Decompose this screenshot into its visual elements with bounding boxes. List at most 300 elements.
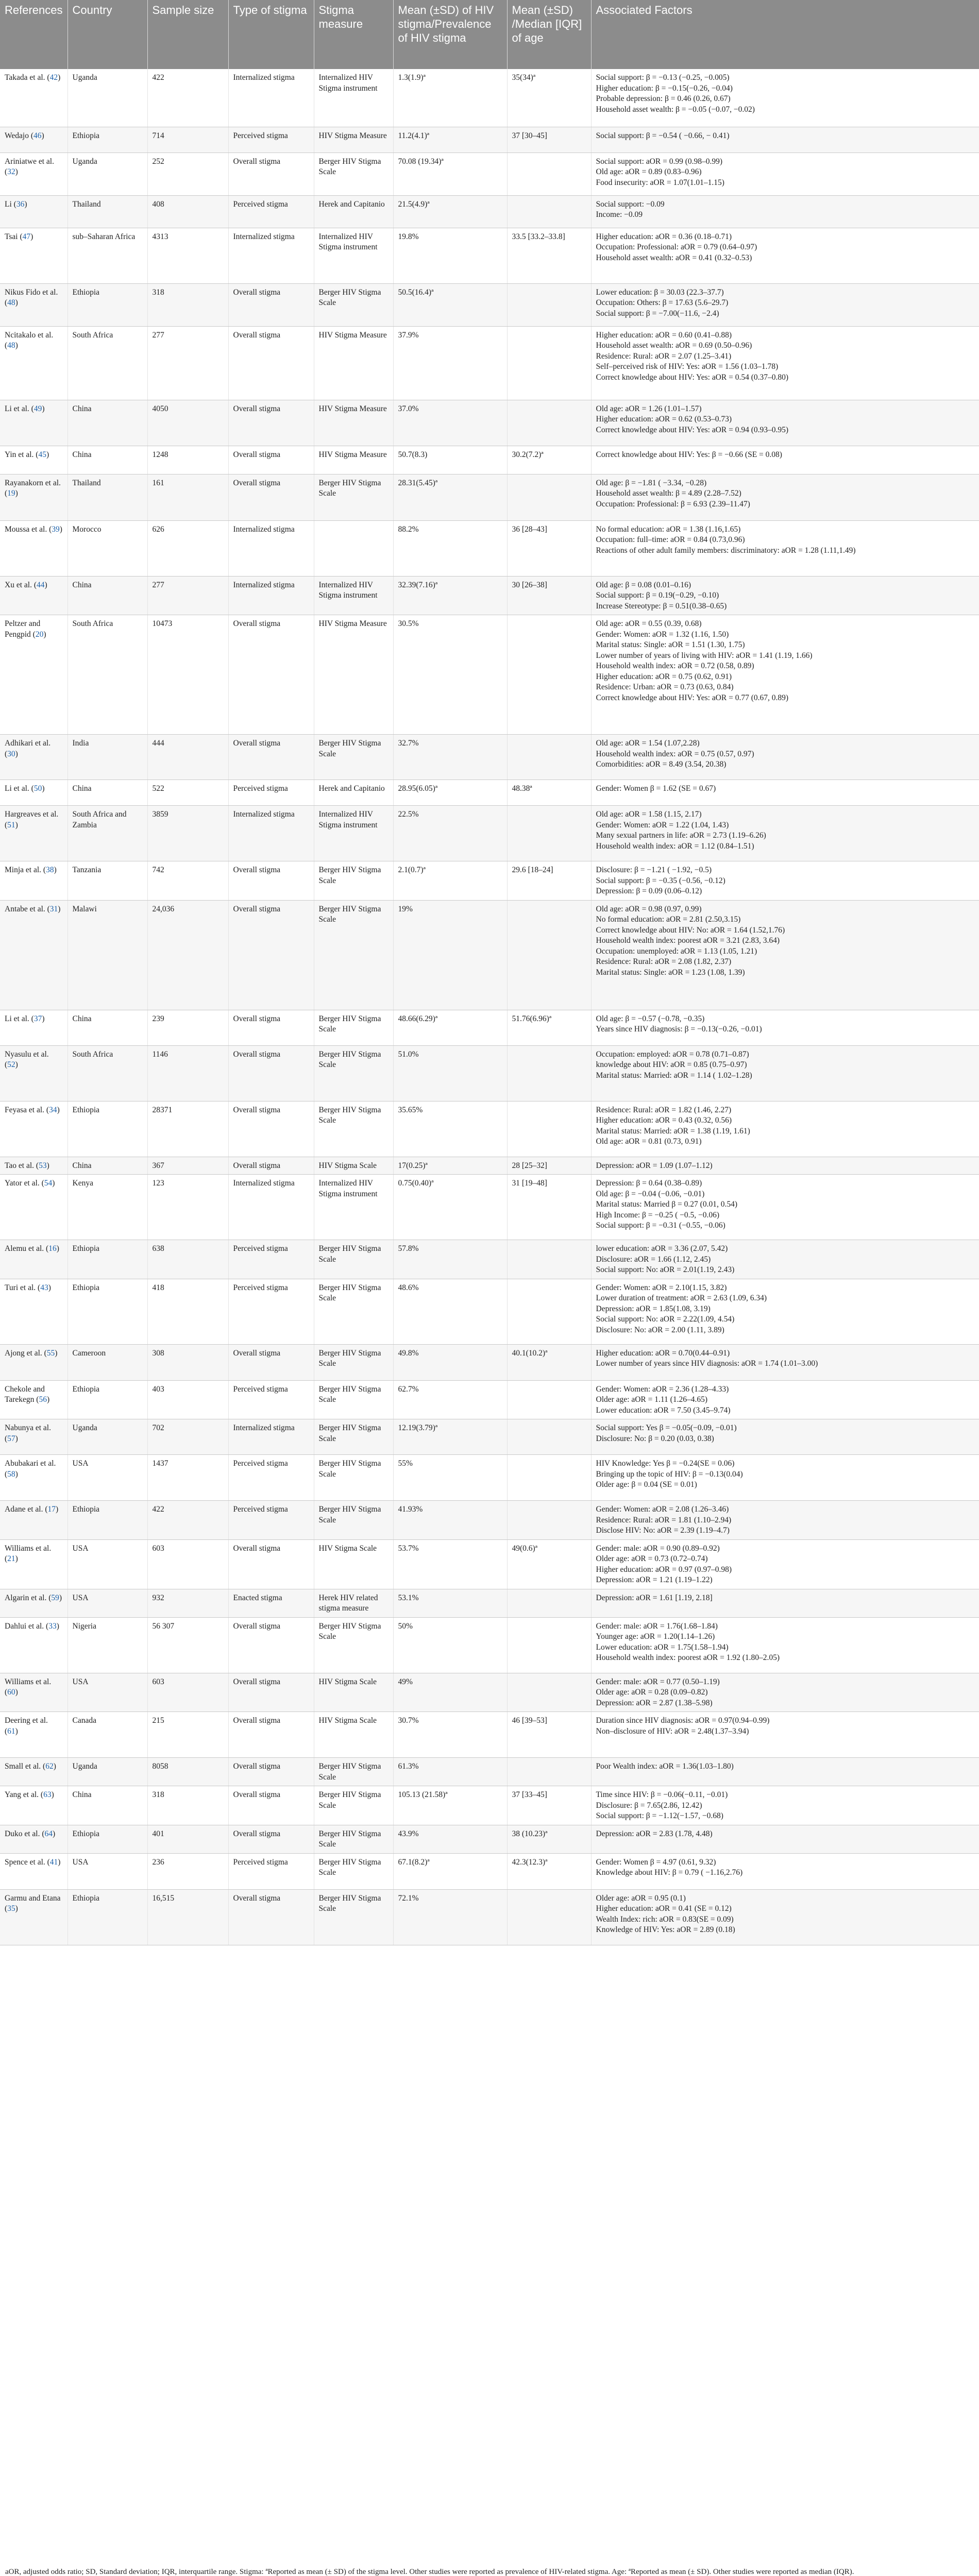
country-text: sub–Saharan Africa [72,232,136,241]
associated-factors-cell [591,69,979,127]
citation-link[interactable]: 61 [7,1726,15,1736]
citation-link[interactable]: 42 [49,73,58,82]
reference-text[interactable]: Takada et al. (42) [5,73,61,82]
reference-text[interactable]: Williams et al. (60) [5,1677,52,1697]
stigma-type-text: Enacted stigma [233,1593,282,1602]
sample-size-cell [147,326,228,400]
associated-factors-text: Food insecurity: aOR = 1.07(1.01–1.15) [596,178,724,187]
associated-factors-text: Higher education: β = −0.15(−0.26, −0.04) [596,83,733,93]
reference-text[interactable]: Ariniatwe et al. (32) [5,157,54,176]
stigma-mean-text: 49.8% [398,1348,419,1358]
country-text: Ethiopia [72,1283,100,1292]
country-cell [67,1380,147,1419]
stigma-mean-text: 37.9% [398,330,419,340]
sample-size-cell [147,1758,228,1786]
sample-size-text: 4050 [152,404,168,413]
associated-factors-text: Marital status: Married β = 0.27 (0.01, 0.54) [596,1200,737,1209]
reference-cell [0,69,67,127]
reference-text[interactable]: Ajong et al. (55) [5,1348,58,1358]
citation-link[interactable]: 46 [33,131,42,140]
sample-size-cell [147,446,228,474]
stigma-measure-text: HIV Stigma Measure [318,330,387,340]
associated-factors-text: Many sexual partners in life: aOR = 2.73 (1.19–6.26) [596,831,766,840]
stigma-measure-cell [314,1786,393,1825]
country-cell [67,1240,147,1279]
citation-link[interactable]: 35 [7,1904,15,1913]
reference-text[interactable]: Yang et al. (63) [5,1790,54,1799]
age-cell [507,1825,591,1853]
reference-text[interactable]: Algarin et al. (59) [5,1593,62,1602]
reference-cell [0,283,67,326]
reference-text[interactable]: Moussa et al. (39) [5,524,62,534]
associated-factors-text: Old age: aOR = 0.89 (0.83–0.96) [596,167,702,176]
associated-factors-text: No formal education: aOR = 2.81 (2.50,3.15) [596,915,741,924]
citation-link[interactable]: 32 [7,167,15,176]
stigma-measure-cell [314,69,393,127]
citation-link[interactable]: 37 [33,1014,42,1023]
associated-factors-text: Old age: β = −0.57 (−0.78, −0.35) [596,1014,705,1023]
associated-factors-text: Marital status: Married: aOR = 1.14 ( 1.02–1.28) [596,1071,752,1080]
associated-factors-text: Older age: aOR = 0.28 (0.09–0.82) [596,1688,708,1697]
stigma-measure-text: Berger HIV Stigma Scale [318,1829,381,1849]
stigma-type-cell [228,900,314,1010]
stigma-type-cell [228,228,314,283]
associated-factors-text: Household asset wealth: aOR = 0.69 (0.50–0.96) [596,341,752,350]
stigma-mean-text: 67.1(8.2)ª [398,1857,430,1867]
stigma-measure-cell [314,1455,393,1501]
sample-size-cell [147,1344,228,1380]
reference-text[interactable]: Li et al. (37) [5,1014,45,1023]
stigma-measure-text: Internalized HIV Stigma instrument [318,232,378,251]
stigma-type-text: Overall stigma [233,330,281,340]
country-text: Malawi [72,904,97,913]
stigma-measure-text: Berger HIV Stigma Scale [318,478,381,498]
country-cell [67,1889,147,1945]
stigma-type-text: Overall stigma [233,1893,281,1903]
citation-link[interactable]: 48 [7,341,15,350]
reference-text[interactable]: Antabe et al. (31) [5,904,61,913]
stigma-type-cell [228,1758,314,1786]
reference-text[interactable]: Abubakari et al. (58) [5,1459,56,1479]
stigma-measure-cell [314,1825,393,1853]
reference-text[interactable]: Garmu and Etana (35) [5,1893,61,1913]
associated-factors-text: Residence: Rural: aOR = 1.81 (1.10–2.94) [596,1515,732,1524]
associated-factors-text: Disclosure: β = −1.21 ( −1.92, −0.5) [596,866,712,874]
associated-factors-text: Household asset wealth: β = −0.05 (−0.07, −0.02) [596,105,755,114]
reference-text[interactable]: Minja et al. (38) [5,866,57,874]
citation-link[interactable]: 17 [47,1505,56,1514]
age-cell [507,1101,591,1157]
country-cell [67,283,147,326]
associated-factors-text: Higher education: aOR = 0.75 (0.62, 0.91) [596,672,732,681]
reference-text[interactable]: Adhikari et al. (30) [5,739,51,758]
reference-cell [0,1419,67,1455]
age-cell [507,520,591,576]
age-cell [507,1589,591,1617]
stigma-measure-text: Berger HIV Stigma Scale [318,1423,381,1443]
citation-link[interactable]: 45 [38,450,46,459]
citation-link[interactable]: 44 [36,580,45,589]
sample-size-cell [147,1501,228,1540]
country-cell [67,474,147,520]
reference-text[interactable]: Dahlui et al. (33) [5,1621,59,1631]
reference-text[interactable]: Ncitakalo et al. (48) [5,330,54,350]
age-cell [507,861,591,901]
associated-factors-text: Younger age: aOR = 1.20(1.14–1.26) [596,1632,715,1641]
age-cell [507,326,591,400]
table-row [0,1825,979,1853]
associated-factors-text: Residence: Urban: aOR = 0.73 (0.63, 0.84) [596,683,734,691]
reference-text[interactable]: Feyasa et al. (34) [5,1105,60,1114]
table-row [0,1758,979,1786]
reference-cell [0,1101,67,1157]
stigma-type-text: Perceived stigma [233,784,288,793]
associated-factors-text: Social support: β = −0.54 ( −0.66, − 0.41) [596,131,730,140]
table-body [0,69,979,1945]
reference-text[interactable]: Adane et al. (17) [5,1505,59,1514]
citation-link[interactable]: 49 [33,404,42,413]
associated-factors-text: Social support: −0.09 [596,199,665,209]
associated-factors-text: Gender: Women: aOR = 1.32 (1.16, 1.50) [596,630,729,639]
stigma-mean-text: 88.2% [398,524,419,534]
associated-factors-text: Household wealth index: poorest aOR = 3.21 (2.83, 3.64) [596,936,780,945]
reference-text[interactable]: Wedajo (46) [5,131,44,140]
stigma-type-cell [228,326,314,400]
citation-link[interactable]: 52 [7,1060,15,1069]
citation-link[interactable]: 54 [44,1179,53,1188]
country-text: Morocco [72,524,102,534]
age-cell [507,69,591,127]
stigma-type-text: Internalized stigma [233,810,295,819]
citation-link[interactable]: 64 [44,1829,53,1838]
header-references: References [0,0,67,69]
table-row [0,806,979,861]
table-row [0,195,979,228]
stigma-type-text: Perceived stigma [233,1244,288,1253]
citation-link[interactable]: 62 [45,1762,54,1771]
age-text: 29.6 [18–24] [512,866,553,874]
table-row [0,127,979,152]
citation-link[interactable]: 47 [22,232,31,241]
reference-text[interactable]: Duko et al. (64) [5,1829,56,1838]
associated-factors-text: Higher education: aOR = 0.60 (0.41–0.88) [596,330,732,340]
associated-factors-text: Bringing up the topic of HIV: β = −0.13(0.04) [596,1469,743,1479]
associated-factors-cell [591,1455,979,1501]
stigma-mean-cell [393,1617,507,1673]
reference-cell [0,400,67,446]
stigma-measure-text: Berger HIV Stigma Scale [318,287,381,307]
stigma-measure-text: HIV Stigma Scale [318,1161,377,1170]
stigma-mean-text: 37.0% [398,404,419,413]
citation-link[interactable]: 60 [7,1688,15,1697]
citation-link[interactable]: 53 [39,1161,47,1170]
reference-text[interactable]: Alemu et al. (16) [5,1244,59,1253]
associated-factors-text: Occupation: full–time: aOR = 0.84 (0.73,0.96) [596,535,745,544]
citation-link[interactable]: 33 [48,1621,57,1631]
citation-link[interactable]: 50 [33,784,42,793]
stigma-type-cell [228,1617,314,1673]
associated-factors-cell [591,735,979,780]
stigma-measure-cell [314,1539,393,1589]
table-row [0,1419,979,1455]
stigma-type-cell [228,861,314,901]
stigma-type-cell [228,1175,314,1240]
associated-factors-text: Gender: Women β = 4.97 (0.61, 9.32) [596,1857,716,1867]
sample-size-text: 318 [152,287,164,297]
age-cell [507,900,591,1010]
age-cell [507,1673,591,1712]
country-cell [67,1010,147,1045]
reference-cell [0,1758,67,1786]
stigma-mean-cell [393,1175,507,1240]
age-text: 35(34)ª [512,73,536,82]
stigma-measure-text: Berger HIV Stigma Scale [318,1459,381,1479]
table-row [0,1010,979,1045]
associated-factors-text: Disclosure: aOR = 1.66 (1.12, 2.45) [596,1255,711,1264]
reference-cell [0,1712,67,1758]
country-cell [67,152,147,195]
stigma-measure-cell [314,1101,393,1157]
table-row [0,1175,979,1240]
stigma-type-text: Overall stigma [233,287,281,297]
reference-text[interactable]: Yator et al. (54) [5,1179,55,1188]
citation-link[interactable]: 39 [52,524,60,534]
age-cell [507,283,591,326]
sample-size-text: 418 [152,1283,164,1292]
stigma-measure-text: Berger HIV Stigma Scale [318,157,381,176]
stigma-type-cell [228,446,314,474]
stigma-mean-cell [393,1344,507,1380]
reference-text[interactable]: Tao et al. (53) [5,1161,49,1170]
stigma-mean-cell [393,1786,507,1825]
age-cell [507,195,591,228]
stigma-mean-cell [393,780,507,806]
reference-text[interactable]: Li et al. (49) [5,404,45,413]
stigma-measure-cell [314,1617,393,1673]
sample-size-cell [147,861,228,901]
country-text: China [72,404,92,413]
table-row [0,1045,979,1101]
age-text: 30.2(7.2)ª [512,450,544,459]
reference-text[interactable]: Li et al. (50) [5,784,45,793]
reference-cell [0,615,67,735]
reference-text[interactable]: Hargreaves et al. (51) [5,810,59,829]
reference-text[interactable]: Turi et al. (43) [5,1283,51,1292]
country-text: South Africa [72,1049,113,1059]
stigma-measure-cell [314,1380,393,1419]
stigma-measure-cell [314,1712,393,1758]
associated-factors-text: Correct knowledge about HIV: No: aOR = 1.64 (1.52,1.76) [596,925,785,935]
citation-link[interactable]: 58 [7,1469,15,1479]
citation-link[interactable]: 38 [46,866,54,874]
stigma-mean-cell [393,520,507,576]
stigma-measure-text: HIV Stigma Measure [318,619,387,628]
reference-text[interactable]: Yin et al. (45) [5,450,49,459]
stigma-measure-text: Internalized HIV Stigma instrument [318,73,378,93]
stigma-type-text: Internalized stigma [233,1423,295,1432]
stigma-measure-text: Internalized HIV Stigma instrument [318,1179,378,1198]
associated-factors-text: Depression: aOR = 1.61 [1.19, 2.18] [596,1593,713,1602]
reference-text[interactable]: Spence et al. (41) [5,1857,61,1867]
stigma-mean-cell [393,446,507,474]
reference-cell [0,1344,67,1380]
reference-text[interactable]: Tsai (47) [5,232,33,241]
country-text: Uganda [72,73,97,82]
sample-size-cell [147,1539,228,1589]
citation-link[interactable]: 21 [7,1554,15,1563]
country-cell [67,1589,147,1617]
stigma-mean-cell [393,861,507,901]
associated-factors-cell [591,326,979,400]
reference-cell [0,780,67,806]
sample-size-text: 10473 [152,619,173,628]
associated-factors-cell [591,576,979,615]
reference-text[interactable]: Deering et al. (61) [5,1716,48,1736]
stigma-type-cell [228,1010,314,1045]
stigma-type-cell [228,195,314,228]
citation-link[interactable]: 36 [16,199,25,209]
sample-size-cell [147,474,228,520]
associated-factors-text: Occupation: Professional: aOR = 0.79 (0.64–0.97) [596,243,757,251]
sample-size-cell [147,520,228,576]
country-cell [67,446,147,474]
citation-link[interactable]: 43 [40,1283,48,1292]
stigma-type-cell [228,1786,314,1825]
country-cell [67,127,147,152]
sample-size-text: 277 [152,330,164,340]
age-text: 33.5 [33.2–33.8] [512,232,565,241]
stigma-mean-cell [393,283,507,326]
associated-factors-text: No formal education: aOR = 1.38 (1.16,1.65) [596,524,741,534]
sample-size-cell [147,900,228,1010]
table-row [0,520,979,576]
reference-text[interactable]: Williams et al. (21) [5,1544,52,1563]
table-row [0,1853,979,1889]
stigma-type-cell [228,1853,314,1889]
reference-text[interactable]: Xu et al. (44) [5,580,47,589]
stigma-mean-cell [393,1010,507,1045]
age-cell [507,1279,591,1344]
stigma-measure-text: Herek HIV related stigma measure [318,1593,378,1613]
associated-factors-cell [591,806,979,861]
stigma-measure-cell [314,474,393,520]
stigma-type-text: Overall stigma [233,1161,281,1170]
country-text: China [72,580,92,589]
citation-link[interactable]: 51 [7,820,15,829]
country-text: USA [72,1677,89,1686]
stigma-type-text: Internalized stigma [233,73,295,82]
associated-factors-text: Disclose HIV: No: aOR = 2.39 (1.19–4.7) [596,1526,730,1535]
associated-factors-text: Disclosure: No: β = 0.20 (0.03, 0.38) [596,1434,714,1443]
citation-link[interactable]: 31 [49,904,58,913]
reference-cell [0,1175,67,1240]
citation-link[interactable]: 20 [35,630,44,639]
sample-size-cell [147,780,228,806]
stigma-measure-text: Herek and Capitanio [318,784,385,793]
country-text: USA [72,1459,89,1468]
reference-text[interactable]: Nikus Fido et al. (48) [5,287,58,307]
associated-factors-text: Social support: β = −0.13 (−0.25, −0.005) [596,73,730,82]
associated-factors-text: Household wealth index: aOR = 0.72 (0.58, 0.89) [596,662,754,670]
stigma-mean-cell [393,1101,507,1157]
country-text: China [72,1161,92,1170]
stigma-mean-cell [393,195,507,228]
stigma-mean-text: 19.8% [398,232,419,241]
reference-text[interactable]: Peltzer and Pengpid (20) [5,619,46,639]
stigma-type-text: Overall stigma [233,1621,281,1631]
sample-size-text: 16,515 [152,1893,175,1903]
table-row [0,735,979,780]
country-cell [67,195,147,228]
associated-factors-cell [591,780,979,806]
country-text: Ethiopia [72,1384,100,1394]
age-cell [507,1157,591,1175]
associated-factors-cell [591,1501,979,1540]
reference-text[interactable]: Nabunya et al. (57) [5,1423,51,1443]
citation-link[interactable]: 16 [48,1244,57,1253]
stigma-mean-text: 1.3(1.9)ª [398,73,426,82]
reference-text[interactable]: Rayanakorn et al. (19) [5,478,61,498]
citation-link[interactable]: 55 [46,1348,55,1358]
citation-link[interactable]: 59 [51,1593,59,1602]
stigma-mean-text: 50% [398,1621,413,1631]
stigma-type-cell [228,1501,314,1540]
stigma-type-text: Overall stigma [233,866,281,874]
associated-factors-cell [591,1589,979,1617]
age-text: 38 (10.23)ª [512,1829,548,1838]
reference-text[interactable]: Chekole and Tarekegn (56) [5,1384,50,1404]
associated-factors-text: Disclosure: β = 7.65(2.86, 12.42) [596,1801,702,1810]
age-text: 36 [28–43] [512,524,547,534]
reference-text[interactable]: Li (36) [5,199,27,209]
stigma-measure-cell [314,1419,393,1455]
age-cell [507,228,591,283]
age-text: 37 [30–45] [512,131,547,140]
reference-cell [0,1889,67,1945]
associated-factors-text: Lower education: aOR = 1.75(1.58–1.94) [596,1642,729,1652]
stigma-type-text: Overall stigma [233,157,281,166]
country-text: China [72,1014,92,1023]
citation-link[interactable]: 19 [7,489,15,498]
citation-link[interactable]: 56 [39,1395,47,1404]
citation-link[interactable]: 57 [7,1434,15,1443]
citation-link[interactable]: 63 [43,1790,52,1799]
country-cell [67,576,147,615]
sample-size-cell [147,1175,228,1240]
table-row [0,152,979,195]
stigma-mean-cell [393,127,507,152]
citation-link[interactable]: 30 [7,749,15,758]
reference-cell [0,326,67,400]
citation-link[interactable]: 41 [49,1857,58,1867]
stigma-mean-text: 55% [398,1459,413,1468]
stigma-type-text: Overall stigma [233,1790,281,1799]
reference-text[interactable]: Small et al. (62) [5,1762,56,1771]
stigma-measure-cell [314,326,393,400]
reference-cell [0,1045,67,1101]
stigma-measure-cell [314,1279,393,1344]
age-cell [507,127,591,152]
reference-cell [0,195,67,228]
country-text: USA [72,1544,89,1553]
country-cell [67,1712,147,1758]
country-cell [67,900,147,1010]
stigma-type-cell [228,400,314,446]
reference-cell [0,1455,67,1501]
citation-link[interactable]: 34 [49,1105,57,1114]
citation-link[interactable]: 48 [7,298,15,307]
reference-text[interactable]: Nyasulu et al. (52) [5,1049,49,1069]
